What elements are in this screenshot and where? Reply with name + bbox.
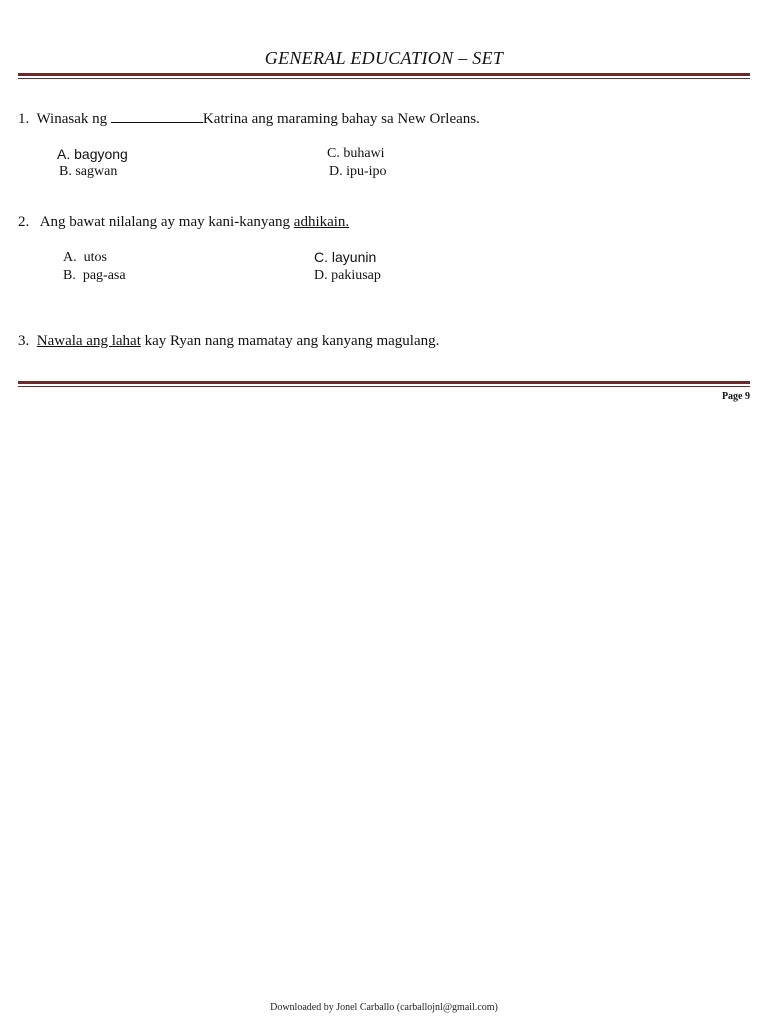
footer-divider: [18, 381, 750, 387]
question-3: [18, 333, 439, 350]
question-1: [18, 110, 480, 128]
question-text-after: Katrina ang maraming bahay sa New Orleans.: [202, 111, 480, 127]
question-text-before: Ang bawat nilalang ay may kani-kanyang: [39, 214, 291, 230]
option-b: B. sagwan: [59, 164, 118, 179]
page-header-title: GENERAL EDUCATION – SET: [264, 48, 504, 68]
option-c: C. layunin: [314, 249, 377, 265]
question-2: [18, 214, 349, 231]
option-c: C. buhawi: [327, 146, 385, 161]
option-a: A. bagyong: [57, 146, 128, 162]
page-number: Page 9: [721, 391, 750, 402]
question-number: 2.: [18, 214, 30, 230]
download-footer: Downloaded by Jonel Carballo (carballojnl@gmail.com): [270, 1002, 498, 1013]
option-a: [63, 250, 107, 266]
question-text-before: Winasak ng: [36, 111, 108, 127]
option-d: D. ipu-ipo: [329, 164, 387, 179]
option-text: pag-asa: [82, 268, 126, 283]
underlined-phrase: Nawala ang lahat: [36, 333, 141, 349]
option-letter: B.: [63, 268, 76, 283]
option-b: [63, 268, 126, 284]
underlined-word: adhikain.: [293, 214, 350, 230]
answer-blank: [111, 110, 203, 123]
option-text: utos: [83, 250, 107, 265]
question-number: 1.: [18, 111, 30, 127]
option-letter: A.: [63, 250, 77, 265]
option-d: D. pakiusap: [314, 268, 381, 283]
question-number: 3.: [18, 333, 30, 349]
header-divider: [18, 73, 750, 79]
question-text-after: kay Ryan nang mamatay ang kanyang magulang.: [144, 333, 440, 349]
